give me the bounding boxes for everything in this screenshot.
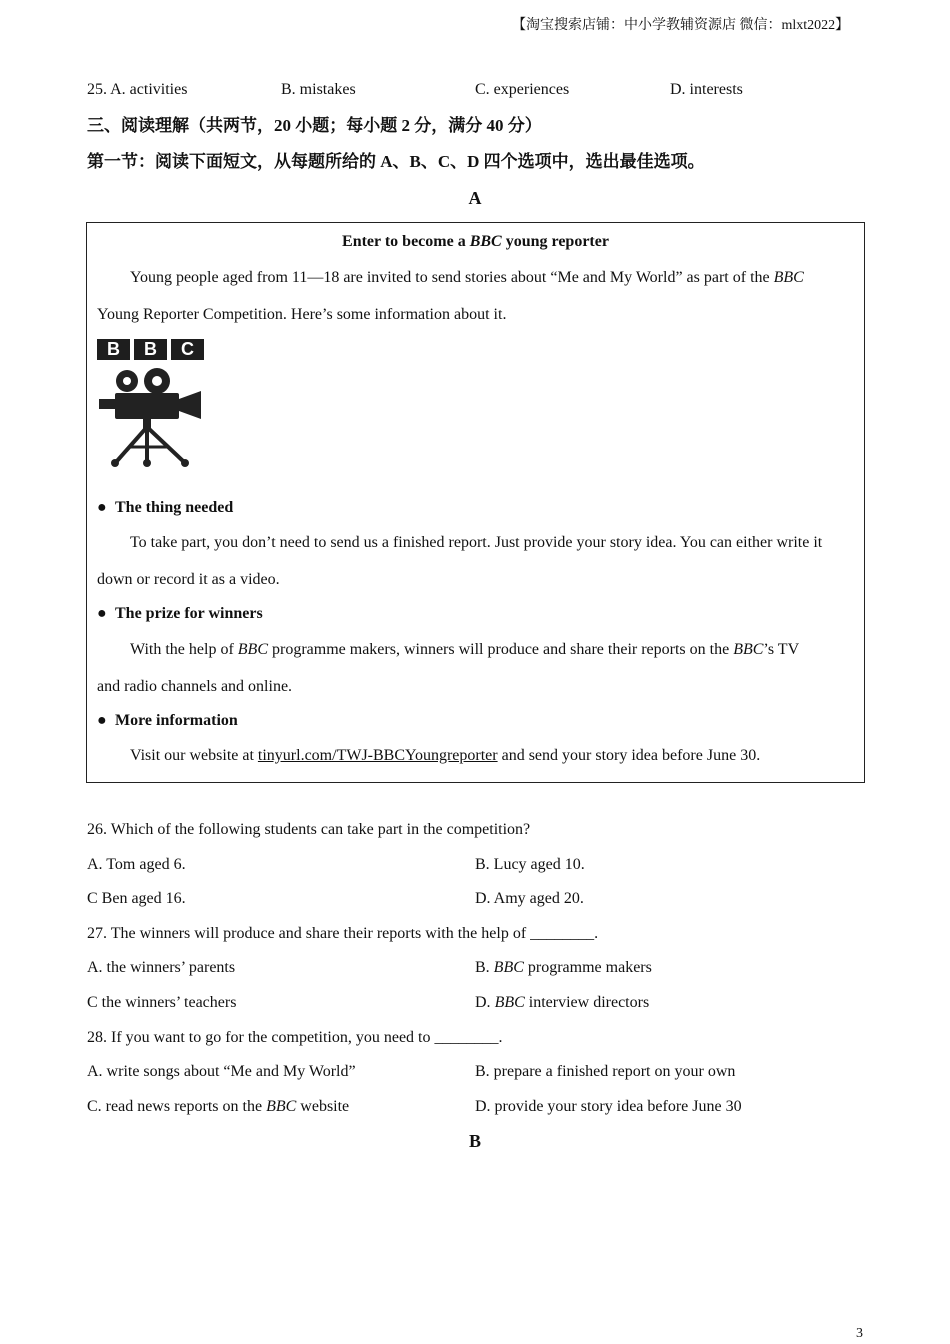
video-camera-on-tripod-icon xyxy=(97,363,205,471)
q28-option-c: C. read news reports on the BBC website xyxy=(87,1098,350,1115)
header-watermark: 【淘宝搜索店铺：中小学教辅资源店 微信：mlxt2022】 xyxy=(512,18,850,33)
question-25-options xyxy=(87,79,867,101)
part-1-heading: 第一节：阅读下面短文，从每题所给的 A、B、C、D 四个选项中，选出最佳选项。 xyxy=(87,152,705,171)
question-26-options-row-2 xyxy=(87,888,867,910)
q25-option-b: B. mistakes xyxy=(281,81,356,98)
q28-option-a: A. write songs about “Me and My World” xyxy=(87,1063,356,1080)
q25-option-a: 25. A. activities xyxy=(87,81,188,98)
q25-option-c: C. experiences xyxy=(475,81,570,98)
intro-line-1: Young people aged from 11—18 are invited to send stories about “Me and My World” as part of the BBC xyxy=(130,269,804,286)
thing-needed-text: To take part, you don’t need to send us a finished report. Just provide your story idea. You can either write it down or record it as a video. xyxy=(97,534,823,588)
bbc-logo-letter-1: B xyxy=(97,339,130,360)
question-28-options-row-1 xyxy=(87,1061,867,1083)
prize-text: With the help of BBC programme makers, winners will produce and share their reports on the BBC’s TV and radio channels and online. xyxy=(97,641,800,695)
question-28-options-row-2 xyxy=(87,1096,867,1118)
passage-a-intro xyxy=(97,267,855,341)
q27-option-b: B. BBC programme makers xyxy=(475,959,652,976)
question-27-stem: 27. The winners will produce and share their reports with the help of ________. xyxy=(87,925,599,942)
bbc-logo-letter-3: C xyxy=(171,339,204,360)
bbc-logo xyxy=(97,339,205,471)
question-26-options-row-1 xyxy=(87,854,867,876)
q27-option-d: D. BBC interview directors xyxy=(475,994,650,1011)
q28-option-b: B. prepare a finished report on your own xyxy=(475,1063,736,1080)
q27-option-c: C the winners’ teachers xyxy=(87,994,237,1011)
q25-option-d: D. interests xyxy=(670,81,743,98)
question-27-options-row-2 xyxy=(87,992,867,1014)
bullet-prize-for-winners: ● The prize for winners xyxy=(97,605,263,622)
q26-option-b: B. Lucy aged 10. xyxy=(475,856,585,873)
section-3-heading: 三、阅读理解（共两节，20 小题；每小题 2 分，满分 40 分） xyxy=(87,116,542,135)
q28-option-d: D. provide your story idea before June 30 xyxy=(475,1098,742,1115)
q27-option-a: A. the winners’ parents xyxy=(87,959,236,976)
intro-line-2: Young Reporter Competition. Here’s some information about it. xyxy=(97,306,507,323)
q26-option-a: A. Tom aged 6. xyxy=(87,856,186,873)
more-information-text: Visit our website at tinyurl.com/TWJ-BBCYoungreporter and send your story idea before June 30. xyxy=(130,747,761,764)
page-number: 3 xyxy=(856,1326,863,1341)
passage-a-letter: A xyxy=(468,188,482,208)
q26-option-d: D. Amy aged 20. xyxy=(475,890,584,907)
bullet-thing-needed: ● The thing needed xyxy=(97,499,234,516)
passage-b-letter: B xyxy=(468,1131,481,1151)
bullet-more-information: ● More information xyxy=(97,712,238,729)
question-28-stem: 28. If you want to go for the competition, you need to ________. xyxy=(87,1029,503,1046)
website-link[interactable]: tinyurl.com/TWJ-BBCYoungreporter xyxy=(257,747,498,764)
passage-a-title: Enter to become a BBC young reporter xyxy=(342,233,609,250)
bbc-logo-letter-2: B xyxy=(134,339,167,360)
q26-option-c: C Ben aged 16. xyxy=(87,890,186,907)
question-27-options-row-1 xyxy=(87,957,867,979)
passage-a-box xyxy=(86,222,865,783)
question-26-stem: 26. Which of the following students can take part in the competition? xyxy=(87,821,531,838)
